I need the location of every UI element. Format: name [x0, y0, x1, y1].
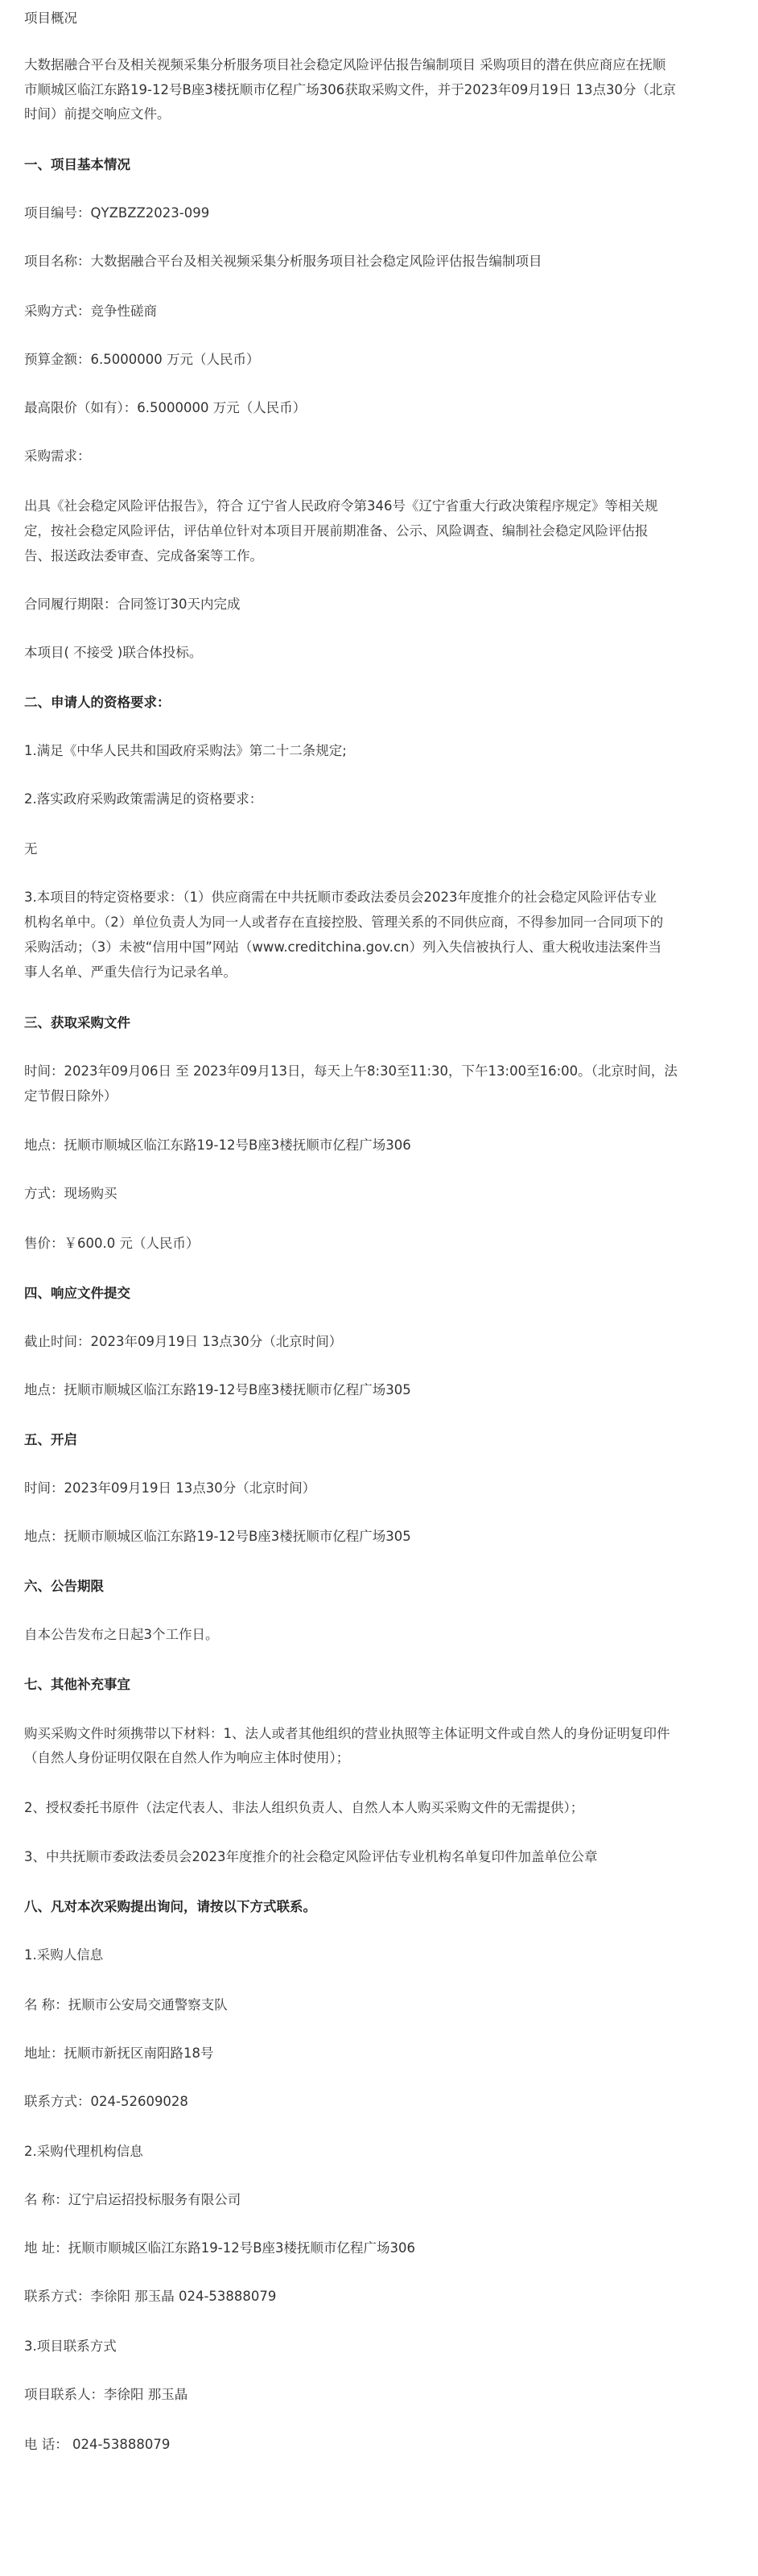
qualification-3-line-1: 3.本项目的特定资格要求：（1）供应商需在中共抚顺市委政法委员会2023年度推介的社会稳定风险评估专业 [24, 890, 657, 905]
qualification-3-line-4: 事人名单、严重失信行为记录名单。 [24, 964, 237, 980]
qualification-2-value: 无 [24, 841, 38, 857]
project-contact-label: 3.项目联系方式 [24, 2339, 117, 2354]
agency-name: 名 称：辽宁启运招投标服务有限公司 [24, 2192, 241, 2207]
project-contact-phone: 电 话： 024-53888079 [24, 2437, 171, 2452]
obtain-time-line-2: 定节假日除外） [24, 1088, 117, 1104]
overview-line-1: 大数据融合平台及相关视频采集分析服务项目社会稳定风险评估报告编制项目 采购项目的潜在供应商应在抚顺 [24, 57, 666, 72]
agency-contact: 联系方式：李徐阳 那玉晶 024-53888079 [24, 2289, 277, 2304]
max-price: 最高限价（如有）：6.5000000 万元（人民币） [24, 400, 307, 415]
section-4-heading: 四、响应文件提交 [24, 1286, 130, 1301]
obtain-time-line-1: 时间：2023年09月06日 至 2023年09月13日，每天上午8:30至11:30，下午13:00至16:00。（北京时间，法 [24, 1063, 678, 1079]
agency-info-label: 2.采购代理机构信息 [24, 2144, 143, 2159]
requirements-line-1: 出具《社会稳定风险评估报告》，符合 辽宁省人民政府令第346号《辽宁省重大行政决策程序规定》等相关规 [24, 498, 658, 514]
supplement-1-line-2: （自然人身份证明仅限在自然人作为响应主体时使用）； [24, 1750, 350, 1765]
obtain-method: 方式：现场购买 [24, 1186, 117, 1201]
contract-period: 合同履行期限：合同签订30天内完成 [24, 597, 241, 612]
qualification-3-line-2: 机构名单中。（2）单位负责人为同一人或者存在直接控股、管理关系的不同供应商，不得参加同一合同项下的 [24, 914, 664, 930]
submit-deadline: 截止时间：2023年09月19日 13点30分（北京时间） [24, 1334, 343, 1349]
requirements-line-3: 告、报送政法委审查、完成备案等工作。 [24, 548, 263, 564]
obtain-place: 地点：抚顺市顺城区临江东路19-12号B座3楼抚顺市亿程广场306 [24, 1137, 411, 1153]
procurement-method: 采购方式：竞争性磋商 [24, 303, 157, 319]
submit-place: 地点：抚顺市顺城区临江东路19-12号B座3楼抚顺市亿程广场305 [24, 1382, 411, 1397]
opening-time: 时间：2023年09月19日 13点30分（北京时间） [24, 1480, 316, 1496]
notice-period: 自本公告发布之日起3个工作日。 [24, 1627, 219, 1642]
overview-line-2: 市顺城区临江东路19-12号B座3楼抚顺市亿程广场306获取采购文件，并于2023年09月19日 13点30分（北京 [24, 82, 676, 97]
supplement-3: 3、中共抚顺市委政法委员会2023年度推介的社会稳定风险评估专业机构名单复印件加盖单位公章 [24, 1849, 598, 1864]
qualification-3-line-3: 采购活动；（3）未被“信用中国”网站（www.creditchina.gov.cn）列入失信被执行人、重大税收违法案件当 [24, 939, 661, 955]
qualification-1: 1.满足《中华人民共和国政府采购法》第二十二条规定; [24, 743, 347, 758]
section-8-heading: 八、凡对本次采购提出询问，请按以下方式联系。 [24, 1899, 316, 1914]
supplement-1-line-1: 购买采购文件时须携带以下材料：1、法人或者其他组织的营业执照等主体证明文件或自然人的身份证明复印件 [24, 1726, 670, 1741]
opening-place: 地点：抚顺市顺城区临江东路19-12号B座3楼抚顺市亿程广场305 [24, 1529, 411, 1544]
supplement-2: 2、授权委托书原件（法定代表人、非法人组织负责人、自然人本人购买采购文件的无需提供）； [24, 1800, 584, 1815]
qualification-2: 2.落实政府采购政策需满足的资格要求： [24, 791, 263, 807]
project-name: 项目名称：大数据融合平台及相关视频采集分析服务项目社会稳定风险评估报告编制项目 [24, 254, 542, 269]
project-contact-person: 项目联系人：李徐阳 那玉晶 [24, 2387, 188, 2402]
obtain-price: 售价：￥600.0 元（人民币） [24, 1236, 200, 1251]
section-3-heading: 三、获取采购文件 [24, 1015, 130, 1030]
purchaser-contact: 联系方式：024-52609028 [24, 2094, 188, 2109]
joint-bid: 本项目( 不接受 )联合体投标。 [24, 645, 203, 660]
overview-title: 项目概况 [24, 10, 77, 26]
purchaser-info-label: 1.采购人信息 [24, 1947, 104, 1963]
budget-amount: 预算金额：6.5000000 万元（人民币） [24, 352, 260, 367]
purchaser-name: 名 称：抚顺市公安局交通警察支队 [24, 1997, 228, 2013]
requirements-line-2: 定，按社会稳定风险评估，评估单位针对本项目开展前期准备、公示、风险调查、编制社会稳定风险评估报 [24, 523, 649, 539]
requirements-label: 采购需求： [24, 448, 91, 464]
section-5-heading: 五、开启 [24, 1432, 77, 1447]
overview-line-3: 时间）前提交响应文件。 [24, 106, 171, 122]
purchaser-address: 地址：抚顺市新抚区南阳路18号 [24, 2046, 214, 2061]
project-number: 项目编号：QYZBZZ2023-099 [24, 205, 210, 221]
section-6-heading: 六、公告期限 [24, 1579, 104, 1594]
section-7-heading: 七、其他补充事宜 [24, 1677, 130, 1692]
section-2-heading: 二、申请人的资格要求： [24, 695, 171, 710]
section-1-heading: 一、项目基本情况 [24, 157, 130, 172]
agency-address: 地 址：抚顺市顺城区临江东路19-12号B座3楼抚顺市亿程广场306 [24, 2240, 416, 2256]
